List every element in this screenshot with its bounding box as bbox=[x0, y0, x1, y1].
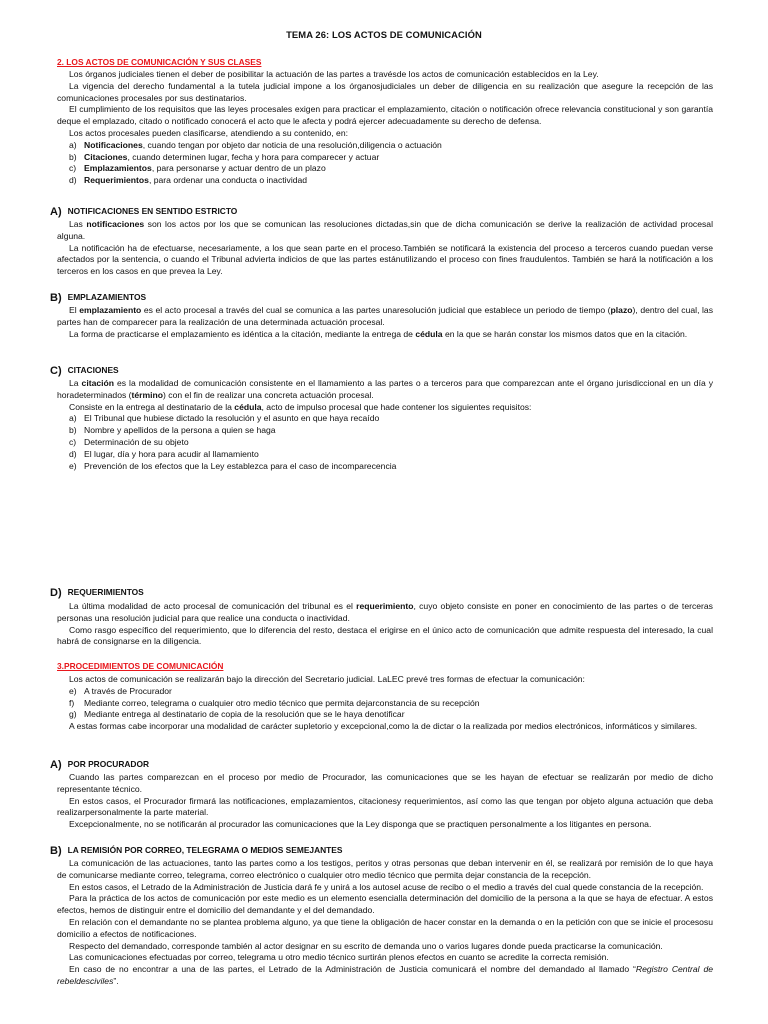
section-3-heading: 3.PROCEDIMIENTOS DE COMUNICACIÓN bbox=[57, 661, 224, 671]
subsection-c-heading: C) CITACIONES bbox=[50, 365, 119, 377]
paragraph: La última modalidad de acto procesal de comunicación del tribunal es el requerimiento, cuyo objeto consiste en poner en conocimiento de las partes o de terceras personas una resolución judicial para que realice una conducta o inactividad. bbox=[57, 601, 713, 623]
section-3-body bbox=[57, 674, 713, 733]
paragraph: Los actos procesales pueden clasificarse, atendiendo a su contenido, en: bbox=[69, 127, 349, 138]
list-item: e) Prevención de los efectos que la Ley establezca para el caso de incomparecencia bbox=[69, 460, 397, 471]
subsection-a-heading: A) NOTIFICACIONES EN SENTIDO ESTRICTO bbox=[50, 206, 238, 218]
subsection-d-body bbox=[57, 601, 713, 648]
paragraph: En caso de no encontrar a una de las partes, el Letrado de la Administración de Justicia comunicará el nombre del demandado al llamado “Registro Central de rebeldesciviles”. bbox=[57, 964, 713, 986]
list-item: d) El lugar, día y hora para acudir al llamamiento bbox=[69, 448, 259, 459]
paragraph: En estos casos, el Letrado de la Administración de Justicia dará fe y unirá a los autosel acuse de recibo o el medio a través del cual quede constancia de la recepción. bbox=[69, 881, 704, 892]
paragraph: El emplazamiento es el acto procesal a través del cual se comunica a las partes unaresolución judicial que establece un periodo de tiempo (plazo), dentro del cual, las partes han de comparecer para la realización de una determinada actuación procesal. bbox=[57, 305, 714, 327]
paragraph: Excepcionalmente, no se notificarán al procurador las comunicaciones que la Ley disponga que se practiquen personalmente a los litigantes en persona. bbox=[69, 819, 652, 830]
subsection-a-body bbox=[57, 219, 713, 278]
list-item: c) Determinación de su objeto bbox=[69, 436, 189, 447]
list-item: d) Requerimientos, para ordenar una conducta o inactividad bbox=[69, 175, 308, 186]
paragraph: Las comunicaciones efectuadas por correo, telegrama u otro medio técnico surtirán plenos efectos en cuanto se acredite la correcta remisión. bbox=[69, 952, 609, 963]
list-item: e) A través de Procurador bbox=[69, 685, 172, 696]
paragraph: La comunicación de las actuaciones, tanto las partes como a los testigos, peritos y otras personas que deban intervenir en él, se realizará por remisión de lo que haya de comunicarse mediante correo, telegrama, correo electrónico o cualquier otro medio técnico que permita dejar constancia de la recepción. bbox=[57, 858, 713, 880]
paragraph: Consiste en la entrega al destinatario de la cédula, acto de impulso procesal que hade contener los siguientes requisitos: bbox=[69, 401, 532, 412]
paragraph: Respecto del demandado, corresponde también al actor designar en su escrito de demanda uno o varios lugares donde pueda practicarse la comunicación. bbox=[69, 940, 663, 951]
list-item: g) Mediante entrega al destinatario de copia de la resolución que se le haya denotificar bbox=[69, 709, 405, 720]
list-item: f) Mediante correo, telegrama o cualquier otro medio técnico que permita dejarconstancia de su recepción bbox=[69, 697, 480, 708]
subsection-b-heading: B) EMPLAZAMIENTOS bbox=[50, 292, 147, 304]
paragraph: Cuando las partes comparezcan en el proceso por medio de Procurador, las comunicaciones que se les hayan de efectuar se realizarán por medio de dicho representante técnico. bbox=[57, 772, 713, 794]
document-title: TEMA 26: LOS ACTOS DE COMUNICACIÓN bbox=[286, 29, 482, 40]
list-item: a) El Tribunal que hubiese dictado la resolución y el asunto en que haya recaído bbox=[69, 413, 380, 424]
citation-requirements-list bbox=[57, 413, 713, 472]
section-2-body bbox=[57, 69, 713, 187]
paragraph: Los órganos judiciales tienen el deber de posibilitar la actuación de las partes a travésde los actos de comunicación establecidos en la Ley. bbox=[69, 69, 599, 79]
paragraph: El cumplimiento de los requisitos que las leyes procesales exigen para practicar el emplazamiento, citación o notificación ofrece relevancia constitucional y son garantía deque el emplazado, citado o notificado conocerá el acto que le afecta y podrá ejercer adecuadamente su derecho de defensa. bbox=[57, 104, 713, 127]
paragraph: A estas formas cabe incorporar una modalidad de carácter supletorio y excepcional,como la de dictar o la realizada por medios electrónicos, informáticos y similares. bbox=[69, 721, 698, 732]
paragraph: En estos casos, el Procurador firmará las notificaciones, emplazamientos, citacionesy requerimientos, así como las que tengan por objeto alguna actuación que deba realizarpersonalmente la parte material. bbox=[57, 795, 713, 818]
paragraph: La vigencia del derecho fundamental a la tutela judicial impone a los órganosjudiciales un deber de diligencia en su realización que asegure la recepción de las comunicaciones procesales por sus destinatarios. bbox=[57, 80, 713, 103]
section-2-heading: 2. LOS ACTOS DE COMUNICACIÓN Y SUS CLASES bbox=[57, 57, 262, 67]
subsection-d-heading: D) REQUERIMIENTOS bbox=[50, 587, 144, 599]
act-types-list bbox=[57, 140, 713, 187]
paragraph: En relación con el demandante no se plantea problema alguno, ya que tiene la obligación de hacer constar en la demanda o en la petición con que se inicie el procesosu domicilio a efectos de notificaciones. bbox=[57, 916, 714, 939]
paragraph: Para la práctica de los actos de comunicación por este medio es un elemento esencialla determinación del domicilio de la persona a la que se haya de efectuar. A estos efectos, hemos de distinguir entre el domicilio del demandante y el del demandado. bbox=[57, 893, 713, 916]
subsection-correo-body bbox=[57, 858, 713, 988]
communication-forms-list bbox=[57, 686, 713, 721]
paragraph: La notificación ha de efectuarse, necesariamente, a los que sean parte en el proceso.También se notificará la existencia del proceso a terceros cuando puedan verse afectados por la sentencia, o cuando el Tribunal advierta indicios de que las partes estánutilizando el proceso con fines fraudulentos. También se hará la notificación a los terceros en los casos en que prevea la Ley. bbox=[57, 242, 713, 277]
list-item: b) Citaciones, cuando determinen lugar, fecha y hora para comparecer y actuar bbox=[69, 151, 380, 162]
subsection-b-body bbox=[57, 305, 713, 340]
paragraph: La forma de practicarse el emplazamiento es idéntica a la citación, mediante la entrega de cédula en la que se harán constar los mismos datos que en la citación. bbox=[69, 328, 688, 339]
list-item: b) Nombre y apellidos de la persona a quien se haga bbox=[69, 425, 276, 436]
list-item: c) Emplazamientos, para personarse y actuar dentro de un plazo bbox=[69, 163, 326, 174]
subsection-procurador-heading: A) POR PROCURADOR bbox=[50, 759, 150, 771]
subsection-c-body bbox=[57, 378, 713, 472]
paragraph: Como rasgo específico del requerimiento, que lo diferencia del resto, destaca el erigirse en el único acto de comunicación que admite respuesta del interesado, la cual habrá de consignarse en la diligencia. bbox=[57, 624, 713, 647]
paragraph: Los actos de comunicación se realizarán bajo la dirección del Secretario judicial. LaLEC prevé tres formas de efectuar la comunicación: bbox=[69, 674, 585, 684]
subsection-correo-heading: B) LA REMISIÓN POR CORREO, TELEGRAMA O MEDIOS SEMEJANTES bbox=[50, 845, 343, 857]
subsection-procurador-body bbox=[57, 772, 713, 831]
paragraph: La citación es la modalidad de comunicación consistente en el llamamiento a las partes o a terceros para que comparezcan ante el órgano jurisdiccional en un día y horadeterminados (término) con el fin de realizar una concreta actuación procesal. bbox=[57, 378, 714, 400]
list-item: a) Notificaciones, cuando tengan por objeto dar noticia de una resolución,diligencia o actuación bbox=[69, 139, 442, 150]
paragraph: Las notificaciones son los actos por los que se comunican las resoluciones dictadas,sin que de dicha comunicación se derive la realización de actividad procesal alguna. bbox=[57, 219, 713, 241]
